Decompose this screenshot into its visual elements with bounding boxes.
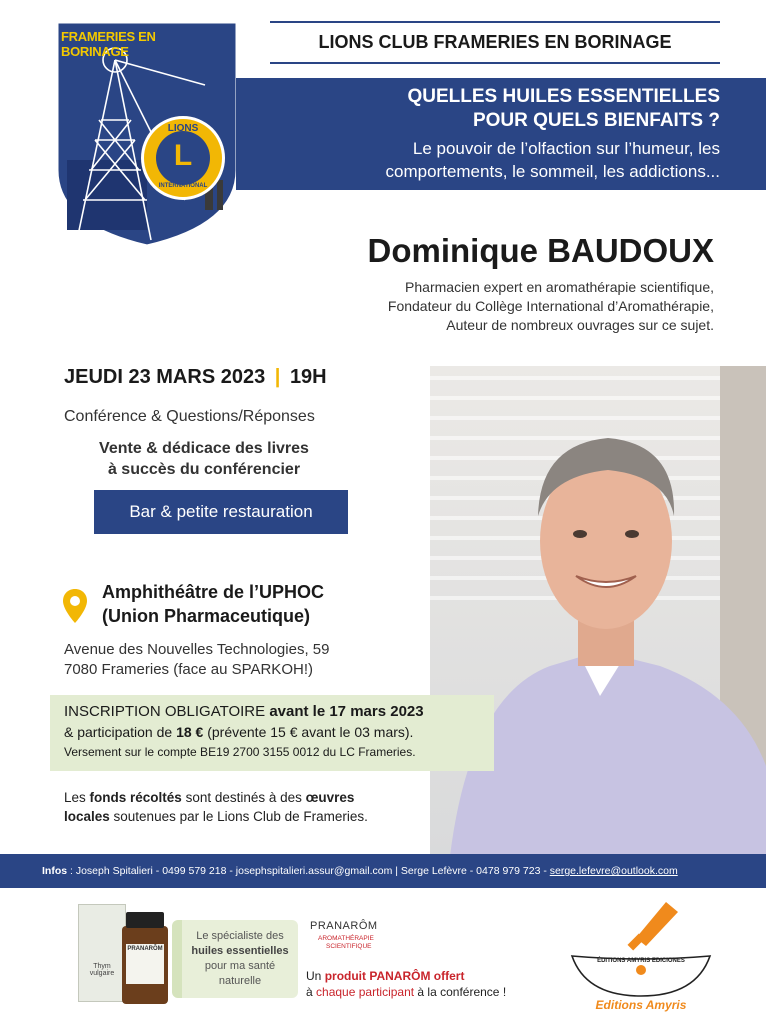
logo-club-text: FRAMERIES EN BORINAGE <box>61 29 156 59</box>
funds-line-2: locales soutenues par le Lions Club de Frameries. <box>64 809 368 824</box>
funds-line-1: Les fonds récoltés sont destinés à des œuvres <box>64 790 355 805</box>
publisher-ring-text: ÉDITIONS AMYRIS EDICIONES <box>597 958 685 964</box>
pranarom-product-image <box>48 898 292 1006</box>
info-bar <box>0 854 766 888</box>
date-separator: | <box>274 366 281 388</box>
venue-address-line-1: Avenue des Nouvelles Technologies, 59 <box>64 641 330 658</box>
publisher-name: Editions Amyris <box>595 998 687 1012</box>
event-format: Conférence & Questions/Réponses <box>64 408 315 425</box>
speaker-name: Dominique BAUDOUX <box>367 232 714 269</box>
bar-badge <box>94 490 348 534</box>
event-time: 19H <box>289 366 327 388</box>
pranarom-tag-2: SCIENTIFIQUE <box>326 943 372 950</box>
event-date: JEUDI 23 MARS 2023 <box>64 366 266 388</box>
product-box: Thym vulgaire <box>78 904 126 1002</box>
pranarom-brand-name: PRANARÔM <box>310 920 378 932</box>
speaker-bio-line-3: Auteur de nombreux ouvrages sur ce sujet. <box>446 317 714 333</box>
venue-name-line-1: Amphithéâtre de l’UPHOC <box>102 582 325 602</box>
offer-line-2: à chaque participant à la conférence ! <box>306 985 507 999</box>
offer-line-1: Un produit PANARÔM offert <box>306 969 465 983</box>
book-sale-line-1: Vente & dédicace des livres <box>99 440 309 457</box>
location-pin-icon <box>62 588 88 624</box>
speaker-bio-line-2: Fondateur du Collège International d’Aromathérapie, <box>387 298 714 314</box>
venue-address-line-2: 7080 Frameries (face au SPARKOH!) <box>64 661 313 678</box>
venue-name-line-2: (Union Pharmaceutique) <box>102 606 311 626</box>
badge-bottom-text: INTERNATIONAL <box>158 183 208 189</box>
dropper-bowl-icon <box>566 898 716 998</box>
speaker-portrait-icon <box>430 366 766 856</box>
registration-line-2: & participation de 18 € (prévente 15 € avant le 03 mars). <box>64 724 414 740</box>
bar-badge-label: Bar & petite restauration <box>129 502 313 521</box>
event-date-line <box>64 366 327 389</box>
registration-box <box>50 695 494 771</box>
speaker-bio-line-1: Pharmacien expert en aromathérapie scientifique, <box>405 279 714 295</box>
specialist-bubble: Le spécialiste des huiles essentielles pour ma santé naturelle <box>172 920 298 998</box>
title-banner <box>236 78 766 190</box>
lions-club-logo <box>55 20 239 248</box>
speaker-photo <box>430 366 766 856</box>
registration-line-1: INSCRIPTION OBLIGATOIRE avant le 17 mars 2023 <box>64 703 424 720</box>
title-line-2: POUR QUELS BIENFAITS ? <box>472 110 720 131</box>
badge-top-text: LIONS <box>167 123 199 134</box>
registration-line-3: Versement sur le compte BE19 2700 3155 0012 du LC Frameries. <box>64 745 416 759</box>
pranarom-tag-1: AROMATHÉRAPIE <box>318 935 374 942</box>
club-name: LIONS CLUB FRAMERIES EN BORINAGE <box>318 32 672 52</box>
subtitle-line-1: Le pouvoir de l’olfaction sur l’humeur, les <box>412 139 720 158</box>
badge-letter: L <box>173 139 193 172</box>
book-sale-line-2: à succès du conférencier <box>107 461 301 478</box>
header-top-rule <box>270 21 720 23</box>
info-email-link[interactable]: serge.lefevre@outlook.com <box>549 865 678 877</box>
editions-amyris-logo <box>566 898 716 1018</box>
subtitle-line-2: comportements, le sommeil, les addictions... <box>385 162 720 181</box>
product-bottle: PRANARÔM <box>122 926 168 1004</box>
header-bottom-rule <box>270 62 720 64</box>
info-text: Infos : Joseph Spitalieri - 0499 579 218 - josephspitalieri.assur@gmail.com | Serge Lefèvre - 0478 979 723 - serge.lefevre@outlook.com <box>42 865 678 877</box>
title-line-1: QUELLES HUILES ESSENTIELLES <box>407 86 720 107</box>
lions-international-badge <box>141 116 225 200</box>
